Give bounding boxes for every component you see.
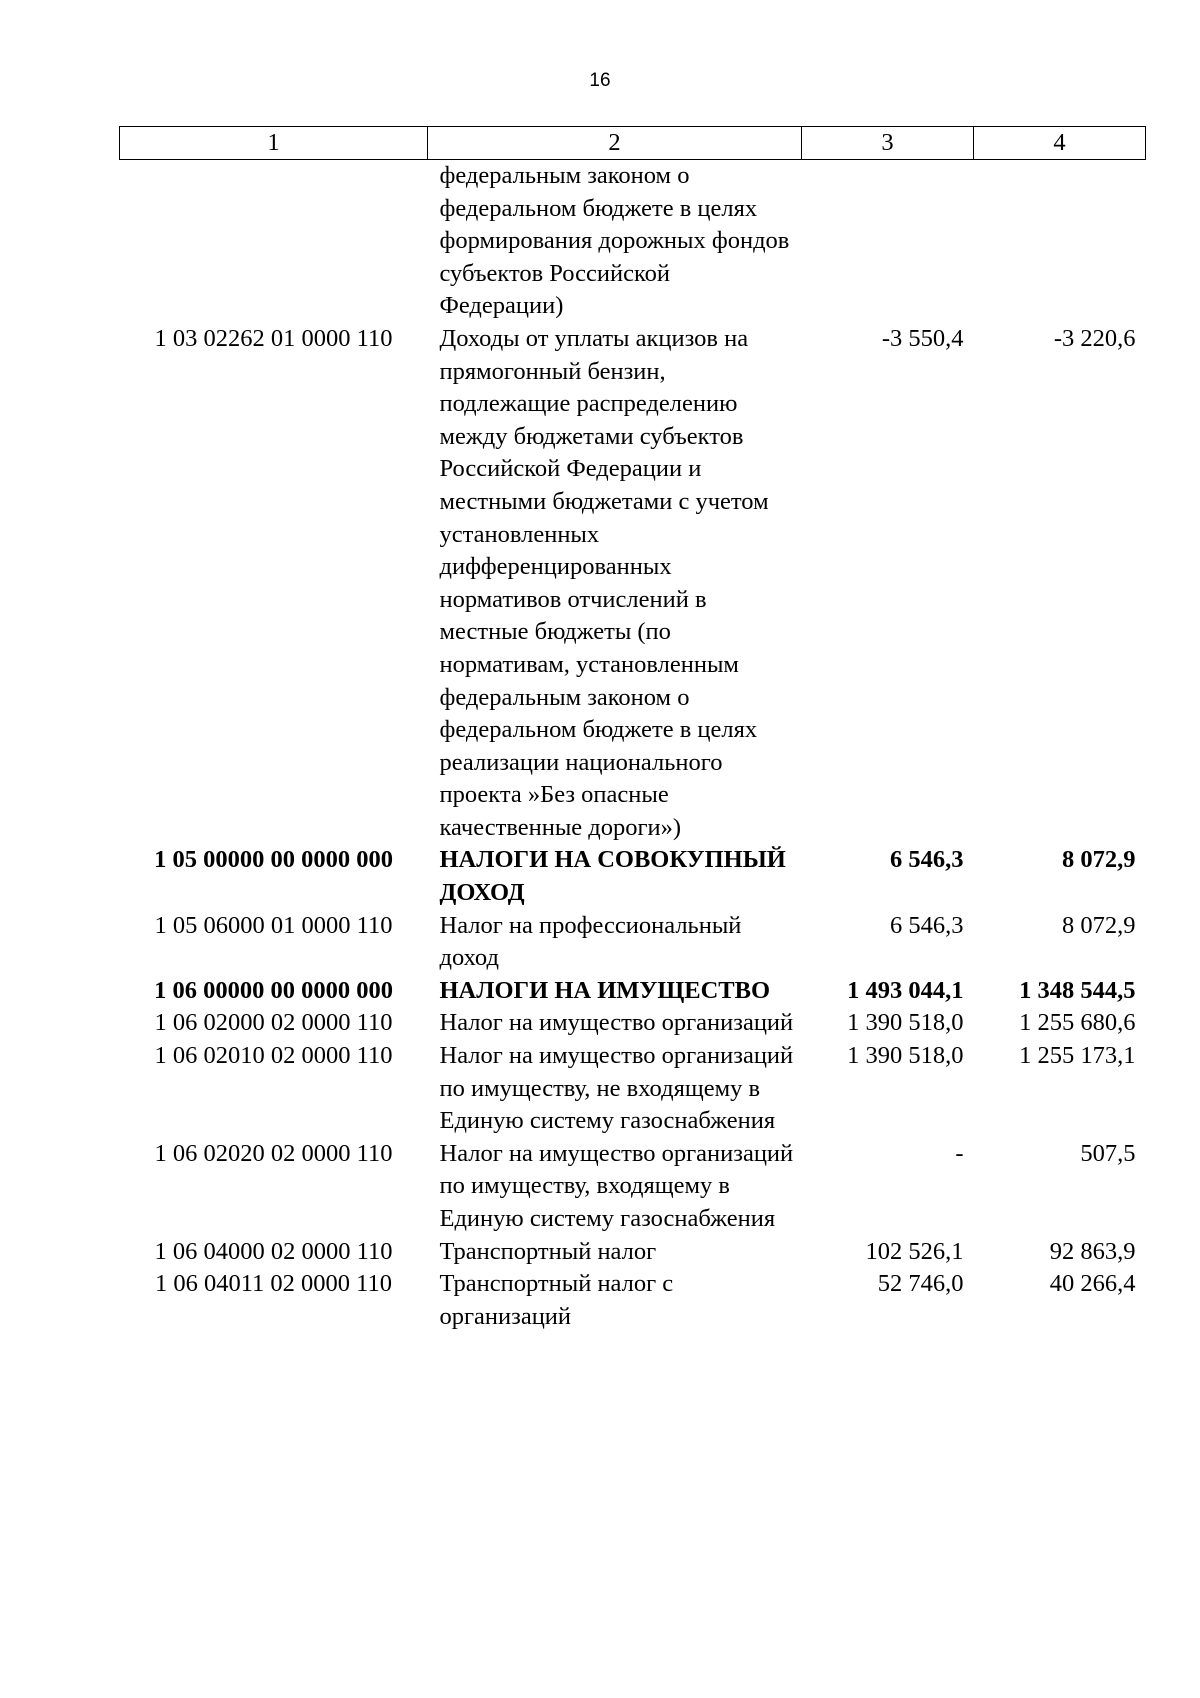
row-code [120,160,428,323]
row-name: Налог на имущество организаций по имуществу, не входящему в Единую систему газоснабжения [439,1042,794,1135]
table-row [120,910,1146,975]
table-header [120,127,1146,160]
row-code: 1 06 04000 02 0000 110 [154,1237,393,1265]
row-value-col3: 6 546,3 [890,911,964,939]
table-row [120,1040,1146,1138]
row-value-col4: -3 220,6 [1053,324,1136,352]
row-value-col3: 102 526,1 [865,1237,964,1265]
row-value-col3: 1 493 044,1 [847,976,964,1004]
row-name: Налог на профессиональный доход [439,911,742,972]
row-value-col4: 1 255 173,1 [1019,1042,1136,1070]
row-name: Налог на имущество организаций [439,1009,794,1037]
row-code: 1 05 00000 00 0000 000 [154,846,393,874]
header-row [120,127,1146,160]
row-value-col3: 1 390 518,0 [847,1009,964,1037]
row-name: НАЛОГИ НА СОВОКУПНЫЙ ДОХОД [439,846,786,907]
row-value-col3: 1 390 518,0 [847,1042,964,1070]
row-code: 1 06 02020 02 0000 110 [154,1139,393,1167]
header-col-4: 4 [974,127,1146,160]
row-value-col3: 52 746,0 [877,1270,964,1298]
table-row [120,844,1146,909]
row-name: НАЛОГИ НА ИМУЩЕСТВО [439,976,771,1004]
table-body [120,160,1146,1334]
row-value-col3: -3 550,4 [881,324,964,352]
row-value-col3: 6 546,3 [890,846,964,874]
header-col-2: 2 [428,127,802,160]
row-name: Налог на имущество организаций по имуществу, входящему в Единую систему газоснабжения [439,1139,794,1232]
header-col-1: 1 [120,127,428,160]
row-value-col4: 92 863,9 [1049,1237,1136,1265]
table-row [120,1138,1146,1236]
row-value-col4: 1 348 544,5 [1019,976,1136,1004]
row-value-col4: 8 072,9 [1062,911,1136,939]
row-value-col4 [974,160,1146,323]
header-col-3: 3 [802,127,974,160]
row-name: Транспортный налог с организаций [439,1270,674,1330]
row-name: федеральным законом о федеральном бюджете в целях формирования дорожных фондов субъектов Российской Федерации) [439,162,790,320]
row-code: 1 06 04011 02 0000 110 [154,1270,393,1298]
table-row [120,1236,1146,1269]
row-code: 1 06 00000 00 0000 000 [154,976,393,1004]
row-value-col3 [802,160,974,323]
table-row [120,1268,1146,1333]
table-row [120,1007,1146,1040]
row-value-col4: 8 072,9 [1062,846,1136,874]
row-name: Доходы от уплаты акцизов на прямогонный бензин, подлежащие распределению между бюджетами субъектов Российской Федерации и местными бюджетами с учетом установленных дифференцированных нормативов отчислений в местные бюджеты (по нормативам, установленным федеральным законом о федеральном бюджете в целях реализации национального проекта »Без опасные качественные дороги») [439,324,769,841]
budget-table [119,126,1146,1333]
page-number: 16 [589,70,611,91]
row-value-col4: 1 255 680,6 [1019,1009,1136,1037]
row-value-col4: 40 266,4 [1049,1270,1136,1298]
table-row [120,975,1146,1008]
row-code: 1 06 02010 02 0000 110 [154,1042,393,1070]
table-row [120,323,1146,845]
row-code: 1 03 02262 01 0000 110 [154,324,393,352]
row-value-col3: - [955,1139,964,1167]
table-row [120,160,1146,323]
row-name: Транспортный налог [439,1237,657,1265]
row-code: 1 06 02000 02 0000 110 [154,1009,393,1037]
row-code: 1 05 06000 01 0000 110 [154,911,393,939]
row-value-col4: 507,5 [1080,1139,1136,1167]
